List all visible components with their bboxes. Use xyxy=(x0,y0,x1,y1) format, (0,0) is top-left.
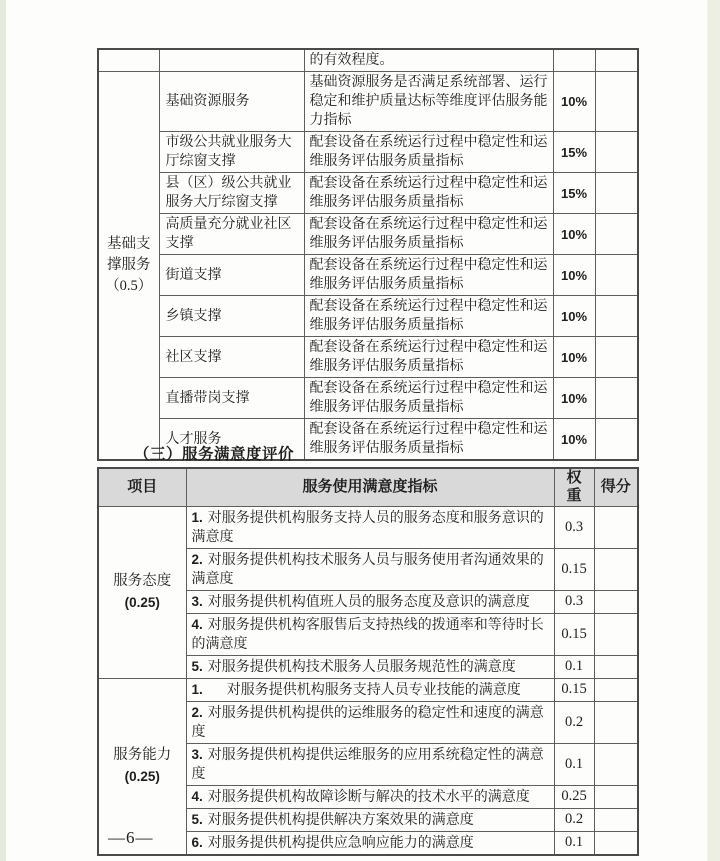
indicator-cell: 配套设备在系统运行过程中稳定性和运维服务评估服务质量指标 xyxy=(304,255,553,296)
carryover-indicator-cell: 的有效程度。 xyxy=(304,49,553,72)
indicator-cell xyxy=(186,701,554,743)
group-label-cell xyxy=(98,506,186,678)
score-cell xyxy=(594,613,638,655)
indicator-cell xyxy=(186,743,554,785)
item-number: 2. xyxy=(191,704,203,720)
score-cell xyxy=(594,831,638,855)
item-text: 对服务提供机构服务支持人员专业技能的满意度 xyxy=(226,682,521,698)
service-name-cell: 基础资源服务 xyxy=(159,72,304,132)
indicator-cell xyxy=(186,655,554,678)
indicator-cell xyxy=(186,548,554,590)
score-cell xyxy=(594,701,638,743)
item-text: 对服务提供机构提供应急响应能力的满意度 xyxy=(207,835,474,851)
weight-cell: 15% xyxy=(553,132,595,173)
item-text: 对服务提供机构服务支持人员的服务态度和服务意识的满意度 xyxy=(191,510,544,545)
item-text: 对服务提供机构故障诊断与解决的技术水平的满意度 xyxy=(207,789,530,805)
score-cell xyxy=(595,296,638,337)
weight-cell: 10% xyxy=(553,255,595,296)
item-text: 对服务提供机构提供运维服务的应用系统稳定性的满意度 xyxy=(191,747,544,782)
group-weight-label: (0.25) xyxy=(124,595,160,610)
item-text: 对服务提供机构技术服务人员与服务使用者沟通效果的满意度 xyxy=(191,552,544,587)
indicator-cell: 配套设备在系统运行过程中稳定性和运维服务评估服务质量指标 xyxy=(304,337,553,378)
item-text: 对服务提供机构技术服务人员服务规范性的满意度 xyxy=(207,659,516,675)
score-cell xyxy=(594,590,638,613)
score-cell xyxy=(594,743,638,785)
indicator-cell: 配套设备在系统运行过程中稳定性和运维服务评估服务质量指标 xyxy=(304,296,553,337)
indicator-cell: 配套设备在系统运行过程中稳定性和运维服务评估服务质量指标 xyxy=(304,173,553,214)
weight-cell: 10% xyxy=(553,378,595,419)
indicator-cell: 配套设备在系统运行过程中稳定性和运维服务评估服务质量指标 xyxy=(304,378,553,419)
header-weight xyxy=(554,468,594,506)
item-text: 对服务提供机构值班人员的服务态度及意识的满意度 xyxy=(207,594,530,610)
item-number: 1. xyxy=(191,509,203,525)
support-service-evaluation-table xyxy=(97,48,639,461)
table-header-row xyxy=(98,468,638,506)
page-right-edge xyxy=(707,0,720,861)
table-row xyxy=(98,255,638,296)
item-number: 3. xyxy=(191,746,203,762)
score-cell xyxy=(595,72,638,132)
weight-cell: 10% xyxy=(553,419,595,461)
weight-cell: 0.15 xyxy=(554,548,594,590)
score-cell xyxy=(594,548,638,590)
score-cell xyxy=(595,132,638,173)
item-text: 对服务提供机构提供的运维服务的稳定性和速度的满意度 xyxy=(191,705,544,740)
score-cell xyxy=(595,378,638,419)
indicator-cell xyxy=(186,590,554,613)
group-label: 服务能力 xyxy=(113,747,172,763)
weight-cell: 0.15 xyxy=(554,613,594,655)
table-row xyxy=(98,214,638,255)
group-label-line: 撑服务 xyxy=(107,257,151,273)
score-cell xyxy=(595,419,638,461)
score-cell xyxy=(595,173,638,214)
group-weight-label: (0.25) xyxy=(124,769,160,784)
item-number: 6. xyxy=(191,834,203,850)
service-name-cell: 人才服务 xyxy=(159,419,304,461)
table-row xyxy=(98,296,638,337)
group-label: 服务态度 xyxy=(113,573,172,589)
table-row xyxy=(98,337,638,378)
score-cell xyxy=(595,49,638,72)
score-cell xyxy=(594,678,638,701)
score-cell xyxy=(594,808,638,831)
service-name-cell: 直播带岗支撑 xyxy=(159,378,304,419)
weight-cell: 10% xyxy=(553,296,595,337)
group-label-cell xyxy=(98,72,159,461)
indicator-cell xyxy=(186,506,554,548)
item-text: 对服务提供机构客服售后支持热线的拨通率和等待时长的满意度 xyxy=(191,617,544,652)
item-number: 1. xyxy=(191,681,203,697)
indicator-cell: 配套设备在系统运行过程中稳定性和运维服务评估服务质量指标 xyxy=(304,132,553,173)
score-cell xyxy=(595,255,638,296)
service-name-cell: 社区支撑 xyxy=(159,337,304,378)
table-row xyxy=(98,132,638,173)
weight-cell xyxy=(553,49,595,72)
header-project: 项目 xyxy=(98,468,186,506)
satisfaction-evaluation-table xyxy=(97,467,639,856)
empty-cell xyxy=(159,49,304,72)
weight-cell: 0.3 xyxy=(554,506,594,548)
page-left-edge xyxy=(0,0,6,861)
item-number: 4. xyxy=(191,616,203,632)
indicator-cell: 配套设备在系统运行过程中稳定性和运维服务评估服务质量指标 xyxy=(304,419,553,461)
group-label-line: （0.5） xyxy=(105,278,153,294)
table-row xyxy=(98,378,638,419)
item-number: 5. xyxy=(191,811,203,827)
item-number: 4. xyxy=(191,788,203,804)
weight-cell: 0.1 xyxy=(554,655,594,678)
item-number: 5. xyxy=(191,658,203,674)
table-row xyxy=(98,72,638,132)
section-title: （三）服务满意度评价 xyxy=(134,446,295,463)
header-weight-label: 权重 xyxy=(566,470,582,505)
empty-cell xyxy=(98,49,159,72)
weight-cell: 15% xyxy=(553,173,595,214)
group-label-line: 基础支 xyxy=(107,236,151,252)
page-number: —6— xyxy=(108,828,154,847)
service-name-cell: 高质量充分就业社区支撑 xyxy=(159,214,304,255)
score-cell xyxy=(595,214,638,255)
weight-cell: 0.2 xyxy=(554,701,594,743)
service-name-cell: 市级公共就业服务大厅综窗支撑 xyxy=(159,132,304,173)
item-number: 3. xyxy=(191,593,203,609)
weight-cell: 10% xyxy=(553,337,595,378)
weight-cell: 0.1 xyxy=(554,743,594,785)
indicator-cell xyxy=(186,831,554,855)
table-row xyxy=(98,506,638,548)
item-number: 2. xyxy=(191,551,203,567)
table-row xyxy=(98,678,638,701)
indicator-cell xyxy=(186,613,554,655)
service-name-cell: 县（区）级公共就业服务大厅综窗支撑 xyxy=(159,173,304,214)
service-name-cell: 街道支撑 xyxy=(159,255,304,296)
indicator-cell: 配套设备在系统运行过程中稳定性和运维服务评估服务质量指标 xyxy=(304,214,553,255)
table-row xyxy=(98,173,638,214)
score-cell xyxy=(594,506,638,548)
weight-cell: 0.15 xyxy=(554,678,594,701)
indicator-cell xyxy=(186,678,554,701)
indicator-cell xyxy=(186,785,554,808)
table-row xyxy=(98,49,638,72)
item-text: 对服务提供机构提供解决方案效果的满意度 xyxy=(207,812,474,828)
score-cell xyxy=(594,655,638,678)
service-name-cell: 乡镇支撑 xyxy=(159,296,304,337)
weight-cell: 0.1 xyxy=(554,831,594,855)
weight-cell: 10% xyxy=(553,72,595,132)
weight-cell: 10% xyxy=(553,214,595,255)
score-cell xyxy=(594,785,638,808)
header-score: 得分 xyxy=(594,468,638,506)
indicator-cell: 基础资源服务是否满足系统部署、运行稳定和维护质量达标等维度评估服务能力指标 xyxy=(304,72,553,132)
weight-cell: 0.2 xyxy=(554,808,594,831)
weight-cell: 0.25 xyxy=(554,785,594,808)
weight-cell: 0.3 xyxy=(554,590,594,613)
indicator-cell xyxy=(186,808,554,831)
score-cell xyxy=(595,337,638,378)
header-indicator: 服务使用满意度指标 xyxy=(186,468,554,506)
